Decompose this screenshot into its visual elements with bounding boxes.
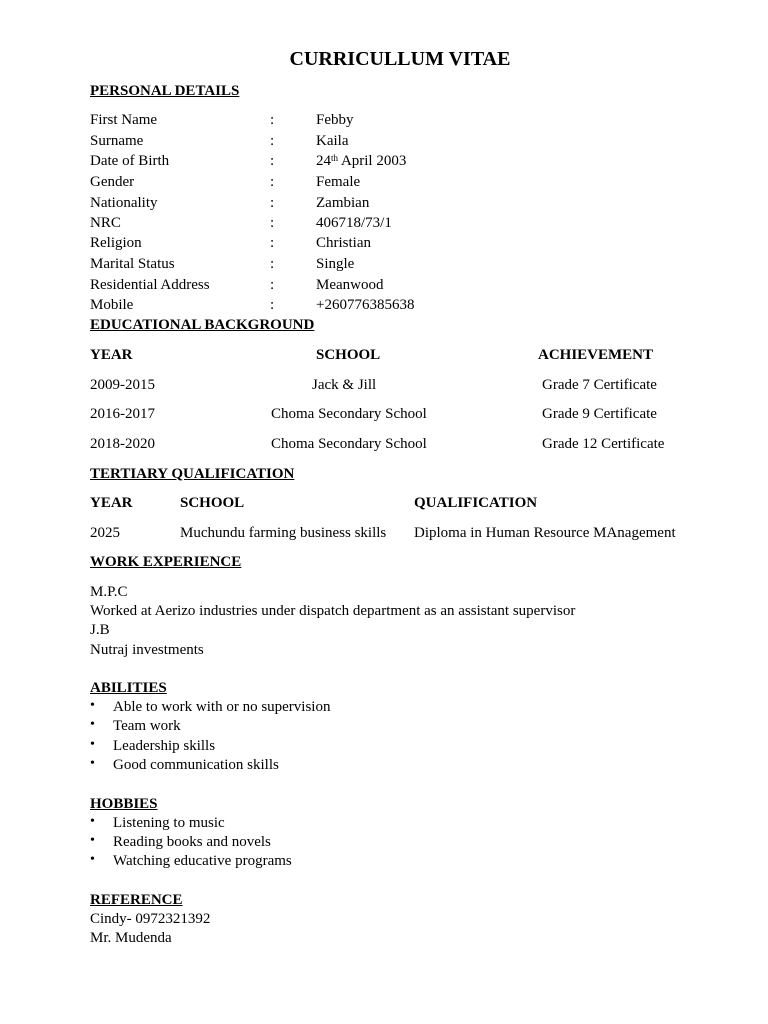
ability-item: Team work (113, 718, 181, 734)
education-heading: EDUCATIONAL BACKGROUND (90, 317, 315, 333)
bullet-icon: • (90, 833, 95, 848)
separator: : (270, 174, 275, 190)
value-gender: Female (316, 174, 361, 190)
separator: : (270, 256, 275, 272)
bullet-icon: • (90, 852, 95, 867)
value-marital-status: Single (316, 256, 355, 272)
education-header-year: YEAR (90, 347, 133, 363)
dob-day: 24 (316, 153, 331, 169)
education-school: Jack & Jill (312, 377, 377, 393)
education-achievement: Grade 12 Certificate (542, 436, 665, 452)
tertiary-qualification: Diploma in Human Resource MAnagement (414, 525, 676, 541)
tertiary-school: Muchundu farming business skills (180, 525, 387, 541)
work-line: M.P.C (90, 584, 128, 600)
work-line: Nutraj investments (90, 642, 204, 658)
value-first-name: Febby (316, 112, 354, 128)
label-nrc: NRC (90, 215, 121, 231)
bullet-icon: • (90, 737, 95, 752)
bullet-icon: • (90, 698, 95, 713)
education-year: 2009-2015 (90, 377, 155, 393)
education-header-school: SCHOOL (316, 347, 381, 363)
value-nrc: 406718/73/1 (316, 215, 392, 231)
label-date-of-birth: Date of Birth (90, 153, 170, 169)
dob-ordinal-suffix: th (331, 153, 339, 163)
tertiary-header-qualification: QUALIFICATION (414, 495, 538, 511)
tertiary-heading: TERTIARY QUALIFICATION (90, 466, 295, 482)
reference-line: Mr. Mudenda (90, 930, 172, 946)
separator: : (270, 297, 275, 313)
reference-line: Cindy- 0972321392 (90, 911, 211, 927)
label-first-name: First Name (90, 112, 158, 128)
ability-item: Leadership skills (113, 738, 216, 754)
work-line: Worked at Aerizo industries under dispatch department as an assistant supervisor (90, 603, 576, 619)
value-date-of-birth (316, 152, 406, 170)
label-marital-status: Marital Status (90, 256, 175, 272)
separator: : (270, 133, 275, 149)
bullet-icon: • (90, 814, 95, 829)
hobby-item: Listening to music (113, 815, 225, 831)
education-header-achievement: ACHIEVEMENT (538, 347, 654, 363)
personal-details-heading: PERSONAL DETAILS (90, 83, 240, 99)
separator: : (270, 235, 275, 251)
value-residential-address: Meanwood (316, 277, 384, 293)
hobby-item: Watching educative programs (113, 853, 292, 869)
education-year: 2018-2020 (90, 436, 155, 452)
ability-item: Good communication skills (113, 757, 279, 773)
label-mobile: Mobile (90, 297, 134, 313)
label-residential-address: Residential Address (90, 277, 210, 293)
ability-item: Able to work with or no supervision (113, 699, 331, 715)
education-achievement: Grade 9 Certificate (542, 406, 657, 422)
work-experience-heading: WORK EXPERIENCE (90, 554, 242, 570)
label-gender: Gender (90, 174, 135, 190)
bullet-icon: • (90, 756, 95, 771)
hobby-item: Reading books and novels (113, 834, 271, 850)
dob-month-year: April 2003 (338, 153, 407, 169)
tertiary-header-year: YEAR (90, 495, 133, 511)
separator: : (270, 277, 275, 293)
label-surname: Surname (90, 133, 144, 149)
abilities-heading: ABILITIES (90, 680, 167, 696)
document-title: CURRICULLUM VITAE (289, 48, 511, 70)
bullet-icon: • (90, 717, 95, 732)
separator: : (270, 112, 275, 128)
education-school: Choma Secondary School (271, 406, 427, 422)
education-year: 2016-2017 (90, 406, 155, 422)
hobbies-heading: HOBBIES (90, 796, 158, 812)
reference-heading: REFERENCE (90, 892, 183, 908)
value-religion: Christian (316, 235, 371, 251)
value-surname: Kaila (316, 133, 349, 149)
separator: : (270, 195, 275, 211)
value-nationality: Zambian (316, 195, 370, 211)
separator: : (270, 153, 275, 169)
label-nationality: Nationality (90, 195, 158, 211)
value-mobile: +260776385638 (316, 297, 415, 313)
separator: : (270, 215, 275, 231)
education-achievement: Grade 7 Certificate (542, 377, 657, 393)
label-religion: Religion (90, 235, 142, 251)
tertiary-year: 2025 (90, 525, 120, 541)
education-school: Choma Secondary School (271, 436, 427, 452)
tertiary-header-school: SCHOOL (180, 495, 245, 511)
work-line: J.B (90, 622, 110, 638)
